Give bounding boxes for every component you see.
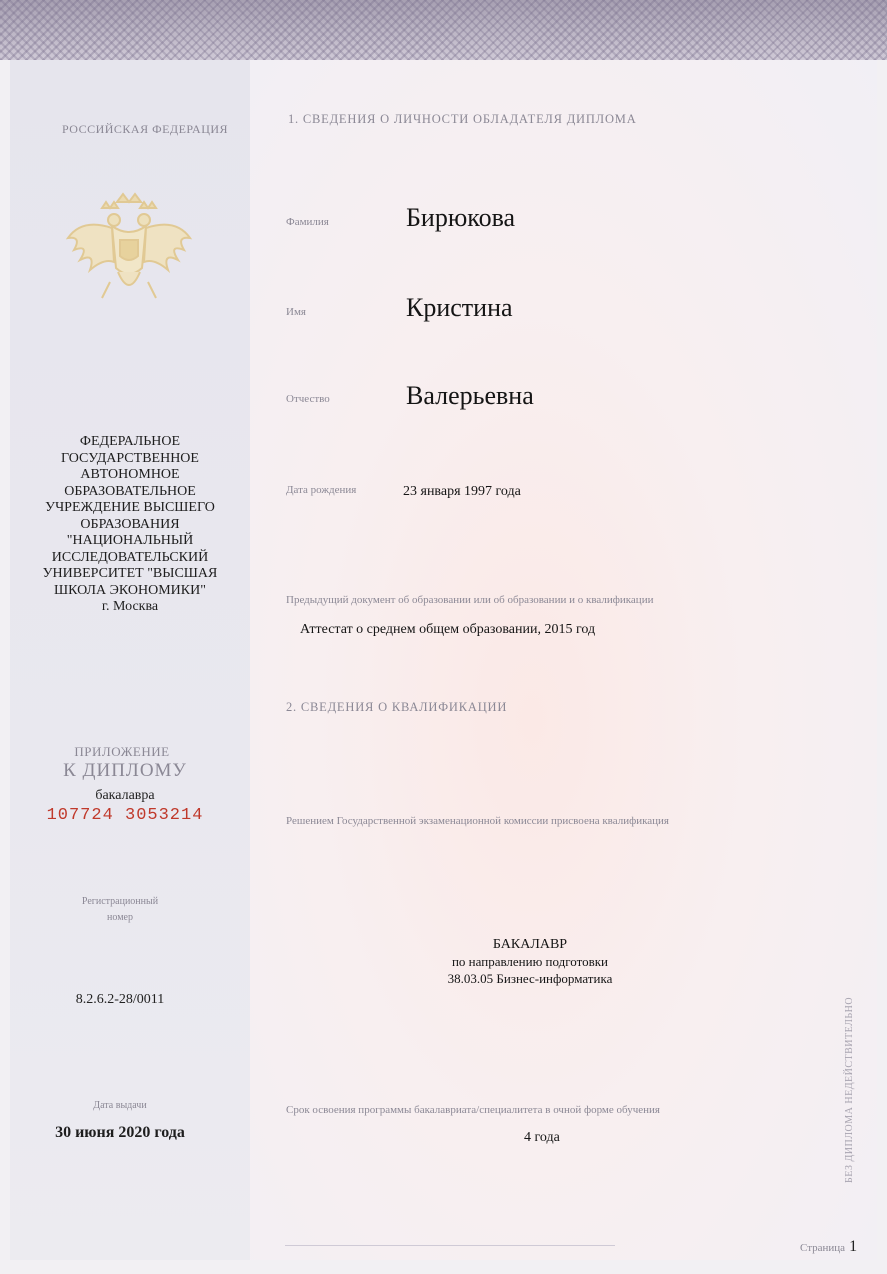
previous-document-value: Аттестат о среднем общем образовании, 2015 год [300, 622, 596, 637]
duration-value: 4 года [524, 1130, 560, 1145]
degree-word: бакалавра [95, 788, 155, 803]
university-line: ОБРАЗОВАНИЯ [80, 516, 180, 532]
university-line: АВТОНОМНОЕ [80, 467, 180, 482]
page-indicator [800, 1238, 857, 1256]
patronymic-label: Отчество [286, 393, 330, 405]
qualification-value: БАКАЛАВР [492, 937, 568, 952]
commission-text: Решением Государственной экзаменационной комиссии присвоена квалификация [286, 815, 669, 827]
issue-date: 30 июня 2020 года [55, 1124, 185, 1141]
university-city: г. Москва [101, 599, 159, 614]
section2-title: 2. СВЕДЕНИЯ О КВАЛИФИКАЦИИ [286, 700, 508, 714]
surname-value: Бирюкова [406, 203, 516, 232]
registration-number: 8.2.6.2-28/0011 [75, 992, 165, 1007]
duration-label: Срок освоения программы бакалавриата/специалитета в очной форме обучения [286, 1104, 660, 1116]
name-value: Кристина [406, 293, 513, 322]
country-label [60, 122, 230, 137]
right-panel [250, 60, 877, 1260]
side-stamp: БЕЗ ДИПЛОМА НЕДЕЙСТВИТЕЛЬНО [844, 996, 855, 1184]
country-text: РОССИЙСКАЯ ФЕДЕРАЦИЯ [61, 122, 229, 136]
appendix-title-line2: К ДИПЛОМУ [63, 760, 187, 781]
section1-title: 1. СВЕДЕНИЯ О ЛИЧНОСТИ ОБЛАДАТЕЛЯ ДИПЛОМА [288, 112, 637, 126]
university-line: ФЕДЕРАЛЬНОЕ [79, 434, 181, 449]
appendix-title-line1: ПРИЛОЖЕНИЕ [74, 744, 170, 759]
university-line: "НАЦИОНАЛЬНЫЙ [66, 533, 194, 548]
previous-document-label: Предыдущий документ об образовании или об образовании и о квалификации [286, 594, 654, 606]
serial-number: 107724 3053214 [46, 806, 204, 825]
patronymic-value: Валерьевна [406, 381, 534, 410]
page-number: 1 [849, 1238, 858, 1255]
registration-label [60, 894, 180, 926]
qualification-block [380, 936, 680, 987]
birth-date-label: Дата рождения [286, 484, 357, 496]
direction-value: 38.03.05 Бизнес-информатика [447, 971, 613, 986]
university-line: ИССЛЕДОВАТЕЛЬСКИЙ [51, 549, 209, 565]
page-label: Страница [800, 1242, 846, 1254]
registration-label-line1: Регистрационный [81, 896, 159, 907]
coat-of-arms-icon [62, 188, 196, 308]
university-line: УНИВЕРСИТЕТ "ВЫСШАЯ [42, 566, 218, 581]
birth-date-value: 23 января 1997 года [403, 484, 521, 499]
university-line: ГОСУДАРСТВЕННОЕ [61, 450, 199, 466]
university-line: ОБРАЗОВАТЕЛЬНОЕ [64, 483, 196, 499]
surname-label: Фамилия [286, 216, 329, 228]
direction-label: по направлению подготовки [451, 954, 609, 969]
university-line: УЧРЕЖДЕНИЕ ВЫСШЕГО [45, 500, 215, 515]
university-name [30, 434, 230, 616]
security-pattern-band [0, 0, 887, 60]
university-line: ШКОЛА ЭКОНОМИКИ" [54, 582, 206, 598]
registration-label-line2: номер [107, 912, 133, 923]
page-footer-line [285, 1245, 615, 1246]
name-label: Имя [286, 306, 306, 318]
issue-date-label: Дата выдачи [93, 1100, 147, 1111]
